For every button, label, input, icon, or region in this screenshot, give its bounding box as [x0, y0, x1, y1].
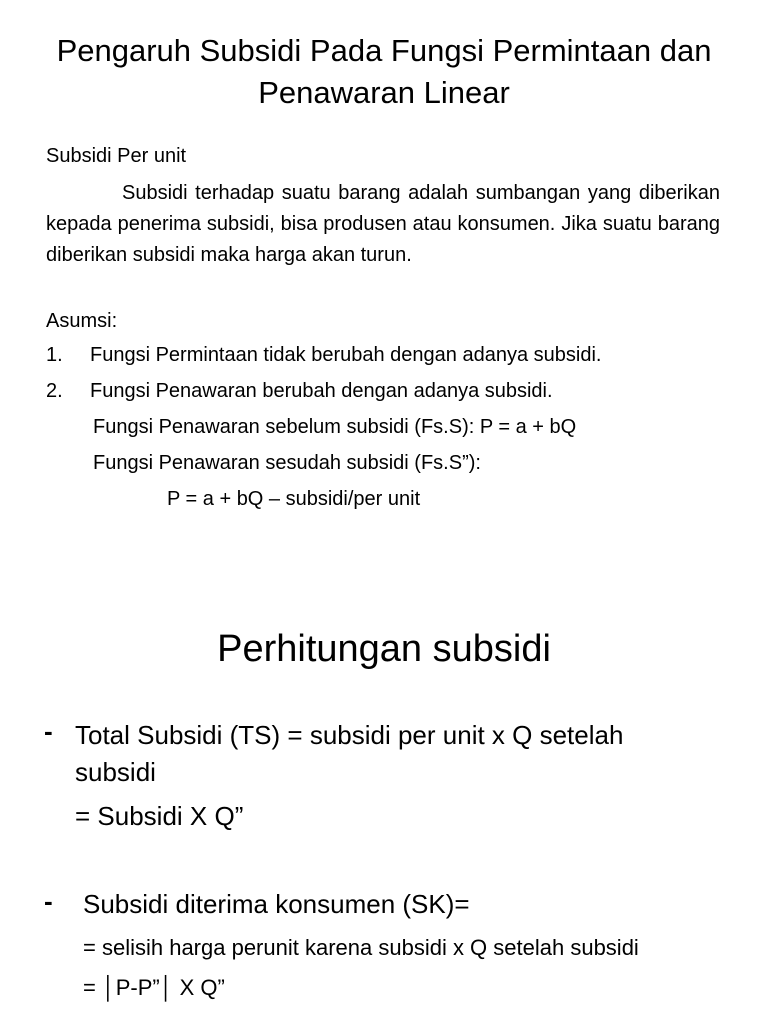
slide-title: Pengaruh Subsidi Pada Fungsi Permintaan dan Penawaran Linear: [56, 33, 712, 110]
total-subsidy-line-cont: subsidi: [75, 757, 156, 787]
subheading: Subsidi Per unit: [46, 145, 187, 167]
assumption-label: Asumsi:: [46, 310, 118, 332]
consumer-subsidy-formula: = │P-P”│ X Q”: [83, 975, 225, 1000]
list-number: 2.: [46, 380, 63, 402]
supply-after-label: Fungsi Penawaran sesudah subsidi (Fs.S”):: [93, 452, 481, 474]
list-item: Fungsi Penawaran berubah dengan adanya subsidi.: [90, 380, 553, 402]
list-number: 1.: [46, 344, 63, 366]
supply-before-formula: Fungsi Penawaran sebelum subsidi (Fs.S): P = a + bQ: [93, 416, 577, 438]
definition-paragraph: [46, 178, 720, 271]
bullet-dash: -: [44, 886, 53, 916]
total-subsidy-line: Total Subsidi (TS) = subsidi per unit x Q setelah: [75, 720, 624, 750]
list-item: Fungsi Permintaan tidak berubah dengan adanya subsidi.: [90, 344, 602, 366]
total-subsidy-formula: = Subsidi X Q”: [75, 801, 244, 831]
slide-title: Perhitungan subsidi: [217, 628, 551, 670]
slide-subsidy-calculation: [0, 600, 768, 1024]
supply-after-formula: P = a + bQ – subsidi/per unit: [167, 488, 421, 510]
consumer-subsidy-line: = selisih harga perunit karena subsidi x Q setelah subsidi: [83, 935, 639, 960]
bullet-dash: -: [44, 716, 53, 746]
definition-text: Subsidi terhadap suatu barang adalah sumbangan yang diberikan kepada penerima subsidi, bisa produsen atau konsumen. Jika suatu barang diberikan subsidi maka harga akan turun.: [46, 182, 720, 266]
consumer-subsidy-heading: Subsidi diterima konsumen (SK)=: [83, 889, 470, 919]
